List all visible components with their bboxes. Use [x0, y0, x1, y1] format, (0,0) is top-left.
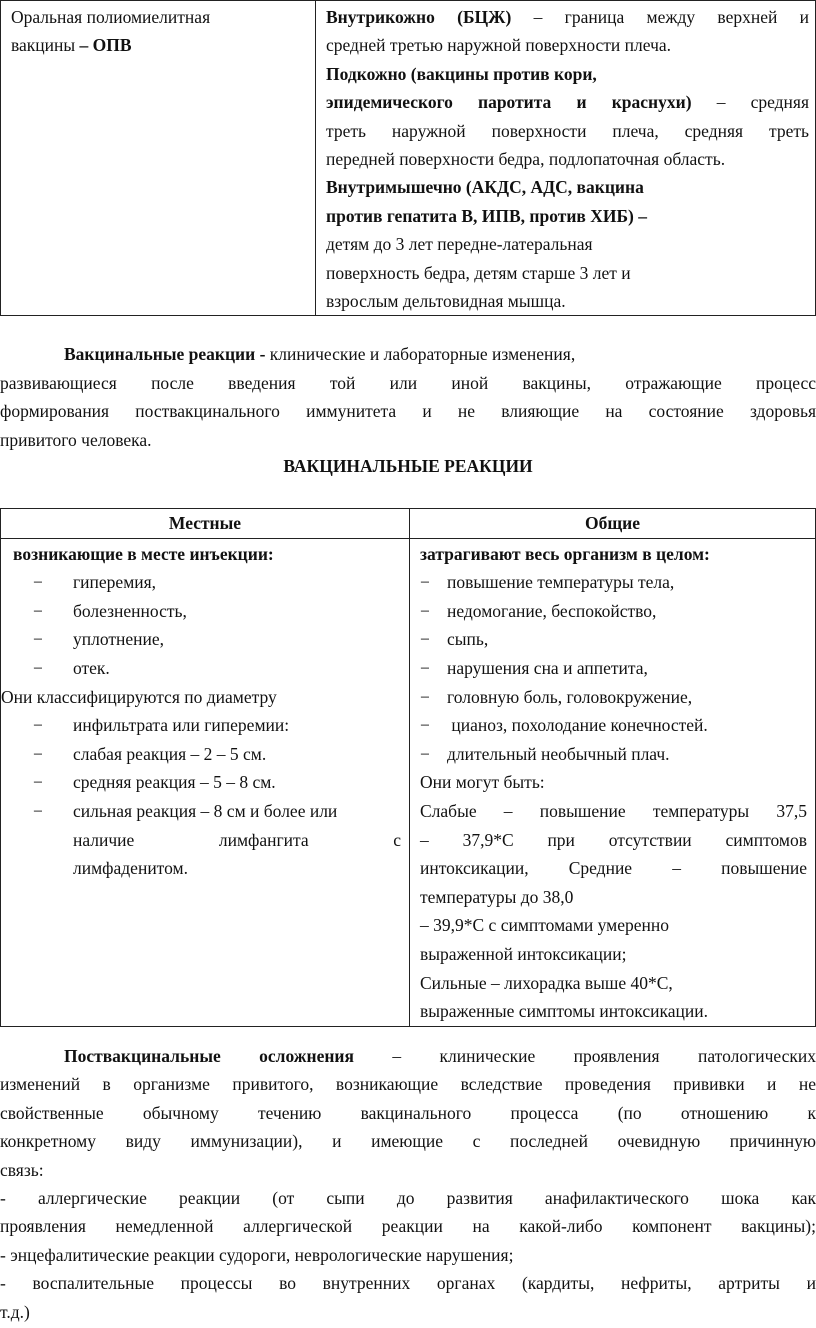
general-mid: – 39,9*С с симптомами умеренно — [420, 915, 669, 936]
local-item: − болезненность, — [33, 600, 187, 621]
complications-line: Поствакцинальные осложнения – клинические проявления патологических — [64, 1046, 816, 1066]
local-reactions-cell — [1, 538, 410, 1026]
im-label: против гепатита В, ИПВ, против ХИБ) – — [326, 205, 647, 226]
im-label: Внутримышечно (АКДС, АДС, вакцина — [326, 177, 644, 198]
local-classify: Они классифицируются по диаметру — [1, 686, 277, 707]
general-strong: выраженные симптомы интоксикации. — [420, 1001, 708, 1022]
complications-line: - воспалительные процессы во внутренних органах (кардиты, нефриты, артриты и — [0, 1273, 816, 1294]
local-item: − отек. — [33, 657, 110, 678]
local-item: − инфильтрата или гиперемии: — [33, 715, 290, 736]
local-item: − сильная реакция – 8 см и более или — [33, 800, 338, 821]
general-item: − недомогание, беспокойство, — [420, 600, 657, 621]
reactions-heading: ВАКЦИНАЛЬНЫЕ РЕАКЦИИ — [283, 456, 533, 476]
general-may-be: Они могут быть: — [420, 772, 545, 793]
general-item: − повышение температуры тела, — [420, 572, 675, 593]
general-item: − длительный необычный плач. — [420, 743, 670, 764]
subcut-text: треть наружной поверхности плеча, средняя треть — [326, 120, 809, 141]
complications-line: связь: — [0, 1159, 44, 1180]
general-item: − нарушения сна и аппетита, — [420, 657, 648, 678]
general-weak: Слабые – повышение температуры 37,5 — [420, 800, 807, 821]
intradermal-text: средней третью наружной поверхности плеча. — [326, 35, 672, 56]
subcut-line: эпидемического паротита и краснухи) – средняя — [326, 92, 810, 113]
general-mid: выраженной интоксикации; — [420, 943, 627, 964]
general-strong: Сильные – лихорадка выше 40*С, — [420, 972, 673, 993]
im-text: детям до 3 лет передне-латеральная — [326, 234, 593, 255]
complications-line: - аллергические реакции (от сыпи до развития анафилактического шока как — [0, 1188, 816, 1209]
injection-site-cell — [316, 1, 816, 316]
definition-line: формирования поствакцинального иммунитета и не влияющие на состояние здоровья — [0, 401, 816, 421]
complications-line: конкретному виду иммунизации), и имеющие с последней очевидную причинную — [0, 1131, 816, 1152]
vaccine-name-cell — [1, 1, 316, 316]
general-mid: интоксикации, Средние – повышение — [420, 858, 807, 879]
complications-section — [0, 1042, 816, 1326]
reactions-definition — [0, 340, 816, 454]
general-reactions-cell — [410, 538, 816, 1026]
definition-line: развивающиеся после введения той или иной вакцины, отражающие процесс — [0, 372, 816, 393]
general-weak: – 37,9*С при отсутствии симптомов — [420, 829, 807, 850]
im-text: поверхность бедра, детям старше 3 лет и — [326, 262, 631, 283]
vaccine-name-line: вакцины – ОПВ — [11, 35, 132, 55]
vaccine-admin-table — [0, 0, 816, 316]
col-header-local: Местные — [1, 509, 410, 539]
complications-line: т.д.) — [0, 1301, 30, 1322]
general-item: − цианоз, похолодание конечностей. — [420, 715, 708, 736]
subcut-label: Подкожно (вакцины против кори, — [326, 63, 597, 84]
definition-line: привитого человека. — [0, 429, 152, 450]
complications-line: - энцефалитические реакции судороги, неврологические нарушения; — [0, 1244, 514, 1265]
vaccine-name-line: Оральная полиомиелитная — [11, 7, 211, 27]
col-header-general: Общие — [410, 509, 816, 539]
im-text: взрослым дельтовидная мышца. — [326, 291, 566, 312]
complications-line: свойственные обычному течению вакцинального процесса (по отношению к — [0, 1102, 816, 1123]
local-item: − гиперемия, — [33, 572, 157, 593]
local-item: − уплотнение, — [33, 629, 165, 650]
local-item: − средняя реакция – 5 – 8 см. — [33, 772, 276, 793]
complications-line: изменений в организме привитого, возникающие вследствие проведения прививки и не — [0, 1074, 816, 1095]
general-item: − головную боль, головокружение, — [420, 686, 693, 707]
reactions-table — [0, 508, 816, 1027]
definition-line: Вакцинальные реакции - клинические и лабораторные изменения, — [64, 344, 576, 364]
local-item-cont: наличие лимфангита с — [73, 829, 401, 850]
local-item: − слабая реакция – 2 – 5 см. — [33, 743, 267, 764]
local-intro: возникающие в месте инъекции: — [13, 543, 274, 564]
subcut-text: передней поверхности бедра, подлопаточная область. — [326, 149, 726, 170]
local-item-cont: лимфаденитом. — [73, 858, 188, 879]
complications-line: проявления немедленной аллергической реакции на какой-либо компонент вакцины); — [0, 1216, 816, 1237]
general-intro: затрагивают весь организм в целом: — [420, 543, 710, 564]
intradermal-line: Внутрикожно (БЦЖ) – граница между верхней и — [326, 7, 810, 27]
general-item: − сыпь, — [420, 629, 489, 650]
general-mid: температуры до 38,0 — [420, 886, 574, 907]
